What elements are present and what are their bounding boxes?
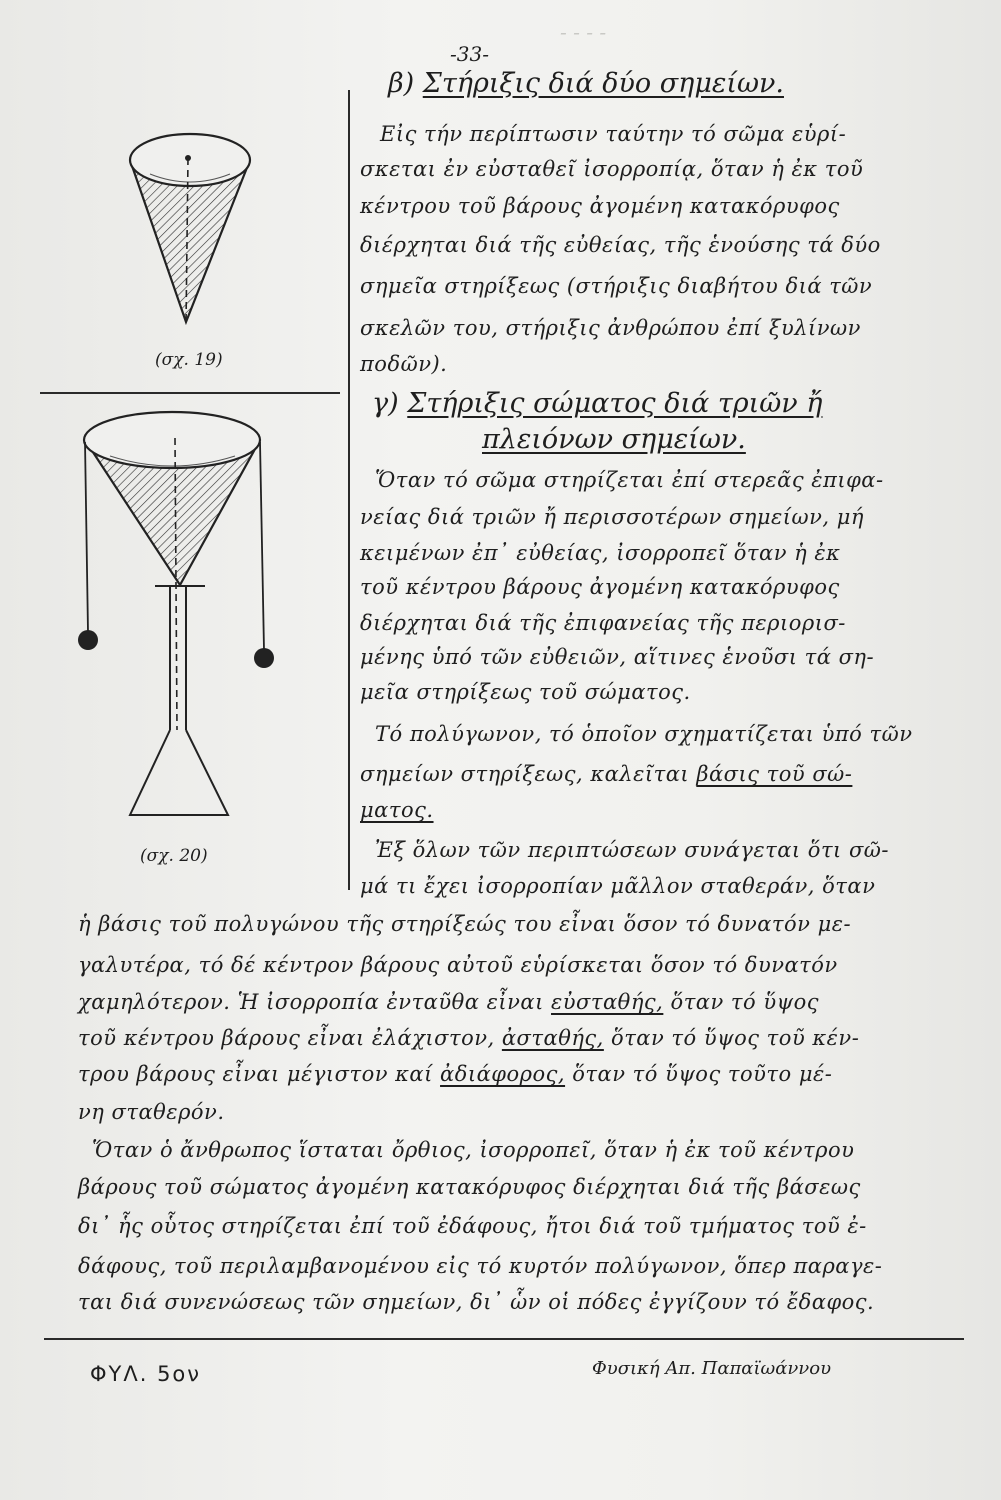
page-number: -33- (450, 42, 489, 66)
body-line: γαλυτέρα, τό δέ κέντρον βάρους αὐτοῦ εὑρίσκεται ὅσον τό δυνατόν (78, 953, 838, 977)
section-b-line: ποδῶν). (360, 352, 448, 376)
sheet-number: ΦΥΛ. 5ον (90, 1362, 202, 1386)
body-line: ἡ βάσις τοῦ πολυγώνου τῆς στηρίξεώς του εἶναι ὅσον τό δυνατόν με- (78, 912, 852, 936)
body-line (78, 1026, 859, 1050)
section-c-line: μά τι ἔχει ἰσορροπίαν μᾶλλον σταθεράν, ὅταν (360, 874, 876, 898)
instability-condition: ὅταν τό ὕψος τοῦ κέν- (611, 1026, 860, 1050)
section-b-line: σημεῖα στηρίξεως (στήριξις διαβήτου διά τῶν (360, 274, 873, 298)
body-line: ται διά συνενώσεως τῶν σημείων, δι᾿ ὧν οἱ πόδες ἐγγίζουν τό ἔδαφος. (78, 1290, 875, 1314)
term-stable: εὐσταθής, (551, 990, 664, 1014)
section-c-line: τοῦ κέντρου βάρους ἀγομένη κατακόρυφος (360, 575, 840, 599)
figure-20-cone-on-stand (60, 400, 340, 830)
section-c-line: μεῖα στηρίξεως τοῦ σώματος. (360, 680, 691, 704)
term-indifferent: ἀδιάφορος, (440, 1062, 566, 1086)
footer-rule (44, 1338, 964, 1340)
body-line: Ὅταν ὁ ἄνθρωπος ἵσταται ὄρθιος, ἰσορροπεῖ, ὅταν ἡ ἐκ τοῦ κέντρου (92, 1138, 855, 1162)
section-c-heading (372, 388, 822, 419)
body-line: βάρους τοῦ σώματος ἀγομένη κατακόρυφος διέρχηται διά τῆς βάσεως (78, 1175, 861, 1199)
body-line: δι᾿ ἧς οὗτος στηρίζεται ἐπί τοῦ ἐδάφους, ἤτοι διά τοῦ τμήματος τοῦ ἐ- (78, 1214, 867, 1238)
figure-divider (40, 392, 340, 394)
body-line (78, 990, 819, 1014)
figure-19-cone-on-tip (100, 110, 280, 340)
basis-term-continued: ματος. (360, 798, 434, 822)
section-c-line: μένης ὑπό τῶν εὐθειῶν, αἵτινες ἑνοῦσι τά ση- (360, 645, 875, 669)
section-b-title: Στήριξις διά δύο σημείων. (422, 68, 784, 99)
section-b-line: διέρχηται διά τῆς εὐθείας, τῆς ἑνούσης τά δύο (360, 233, 881, 257)
book-title: Φυσική Απ. Παπαϊωάννου (592, 1358, 832, 1379)
body-line: νη σταθερόν. (78, 1100, 225, 1124)
figure-19-caption: (σχ. 19) (155, 350, 223, 370)
section-b-prefix: β) (388, 68, 415, 99)
stability-intro: χαμηλότερον. Ἡ ἰσορροπία ἐνταῦθα εἶναι (78, 990, 544, 1014)
body-line (78, 1062, 832, 1086)
section-c-line: Ἐξ ὅλων τῶν περιπτώσεων συνάγεται ὅτι σῶ- (375, 838, 890, 862)
section-c-line: διέρχηται διά τῆς ἐπιφανείας τῆς περιορισ- (360, 611, 846, 635)
section-b-line: σκελῶν του, στήριξις ἀνθρώπου ἐπί ξυλίνων (360, 316, 861, 340)
column-divider (348, 90, 350, 890)
section-b-line: σκεται ἐν εὐσταθεῖ ἰσορροπίᾳ, ὅταν ἡ ἐκ τοῦ (360, 157, 864, 181)
section-c-line: Ὅταν τό σῶμα στηρίζεται ἐπί στερεᾶς ἐπιφα- (375, 468, 884, 492)
section-b-line: Εἰς τήν περίπτωσιν ταύτην τό σῶμα εὑρί- (380, 122, 847, 146)
term-unstable: ἀσταθής, (501, 1026, 604, 1050)
bleed-through-decoration: - - - - (560, 20, 607, 44)
section-c-title-line2: πλειόνων σημείων. (482, 424, 746, 455)
section-b-line: κέντρου τοῦ βάρους ἀγομένη κατακόρυφος (360, 194, 840, 218)
section-c-line: κειμένων ἐπ᾿ εὐθείας, ἰσορροπεῖ ὅταν ἡ ἐκ (360, 541, 841, 565)
figure-20-caption: (σχ. 20) (140, 846, 208, 866)
basis-definition-text: σημείων στηρίξεως, καλεῖται (360, 762, 690, 786)
stability-maximum: τρου βάρους εἶναι μέγιστον καί (78, 1062, 433, 1086)
section-c-line: νείας διά τριῶν ἤ περισσοτέρων σημείων, μή (360, 505, 864, 529)
section-b-heading (388, 68, 784, 99)
body-line: δάφους, τοῦ περιλαμβανομένου εἰς τό κυρτόν πολύγωνον, ὅπερ παραγε- (78, 1254, 883, 1278)
indifference-condition: ὅταν τό ὕψος τοῦτο μέ- (572, 1062, 833, 1086)
section-c-prefix: γ) (372, 388, 399, 419)
basis-term: βάσις τοῦ σώ- (696, 762, 853, 786)
stability-minimum: τοῦ κέντρου βάρους εἶναι ἐλάχιστον, (78, 1026, 495, 1050)
section-c-line (360, 762, 852, 786)
stability-condition: ὅταν τό ὕψος (670, 990, 820, 1014)
section-c-line: Τό πολύγωνον, τό ὁποῖον σχηματίζεται ὑπό τῶν (375, 722, 913, 746)
section-c-title-line1: Στήριξις σώματος διά τριῶν ἤ (407, 388, 823, 419)
